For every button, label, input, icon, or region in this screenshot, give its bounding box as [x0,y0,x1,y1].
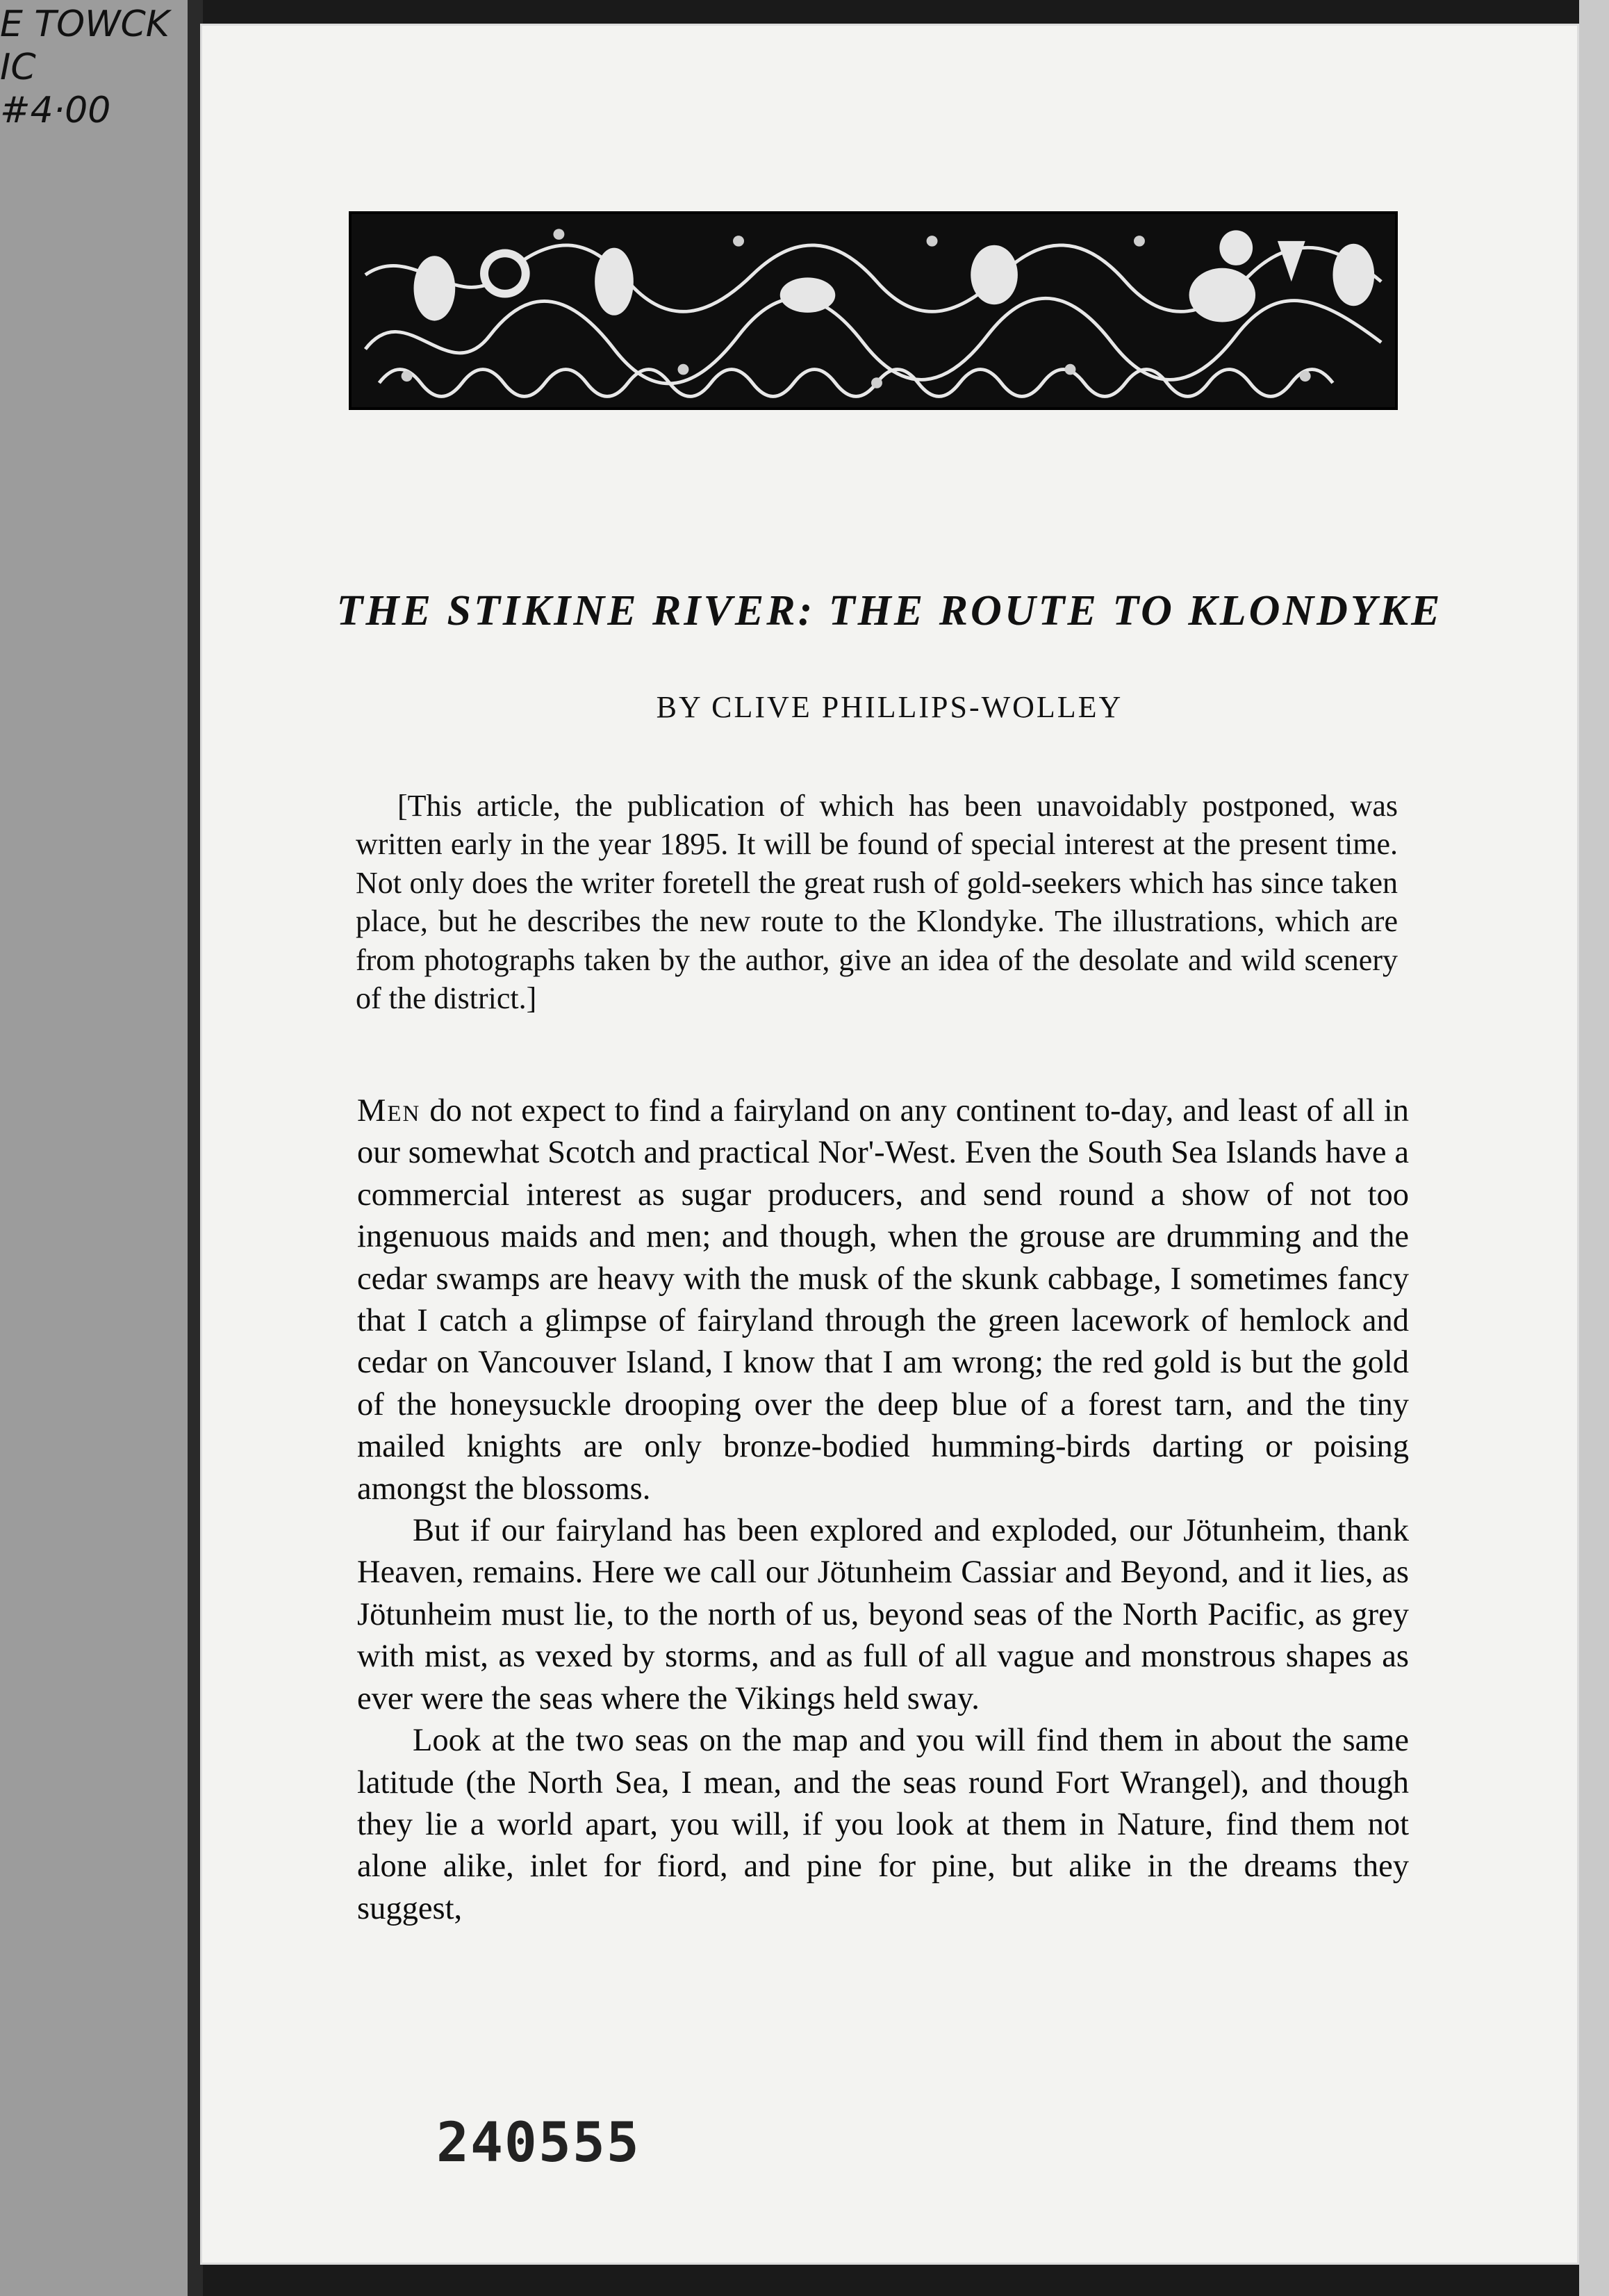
handwritten-line: IC [0,47,36,88]
handwritten-note [0,0,198,156]
paragraph: But if our fairyland has been explored and exploded, our Jötunheim, thank Heaven, remains. Here we call our Jötunheim Cassiar and Beyond, and it lies, as Jötunheim must lie, to the north of us, beyond seas of the North Pacific, as grey with mist, as vexed by storms, and as full of all vague and monstrous shapes as ever were the seas where the Vikings held sway. [357,1513,1409,1716]
book-cover-board [0,0,198,2296]
article-body [357,1090,1409,1930]
handwritten-line: E TOWCK [0,3,170,45]
document-page [200,24,1579,2265]
paragraph: Look at the two seas on the map and you will find them in about the same latitude (the North Sea, I mean, and the seas round Fort Wrangel), and though they lie a world apart, you will, if you look at them in Nature, find them not alone alike, inlet for fiord, and pine for pine, but alike in the dreams they suggest, [357,1723,1409,1926]
drop-word: Men [357,1093,421,1129]
page-right-margin [1579,0,1609,2296]
article-title: THE STIKINE RIVER: THE ROUTE TO KLONDYKE [336,587,1443,634]
ornament-graphic [352,214,1395,407]
editorial-note: [This article, the publication of which has been unavoidably postponed, was written early in the year 1895. It will be found of special interest at the present time. Not only does the writer foretell the great rush of gold-seekers which has since taken place, but he describes the new route to the Klondyke. The illustrations, which are from photographs taken by the author, give an idea of the desolate and wild scenery of the district.] [356,789,1398,1016]
paragraph [357,1090,1409,1510]
article-byline: BY CLIVE PHILLIPS-WOLLEY [656,690,1123,724]
handwritten-line: #4·00 [0,90,111,131]
paragraph-text: do not expect to find a fairyland on any continent to-day, and least of all in our somewhat Scotch and practical Nor'-West. Even the South Sea Islands have a commercial interest as sugar producers, and send round a show of not too ingenuous maids and men; and though, when the grouse are drumming and the cedar swamps are heavy with the musk of the skunk cabbage, I sometimes fancy that I catch a glimpse of fairyland through the green lacework of hemlock and cedar on Vancouver Island, I know that I am wrong; the red gold is but the gold of the honeysuckle drooping over the deep blue of a forest tarn, and the tiny mailed knights are only bronze-bodied humming-birds darting or poising amongst the blossoms. [357,1093,1409,1507]
accession-number-stamp: 240555 [436,2112,641,2174]
ornamental-headpiece [349,211,1398,410]
